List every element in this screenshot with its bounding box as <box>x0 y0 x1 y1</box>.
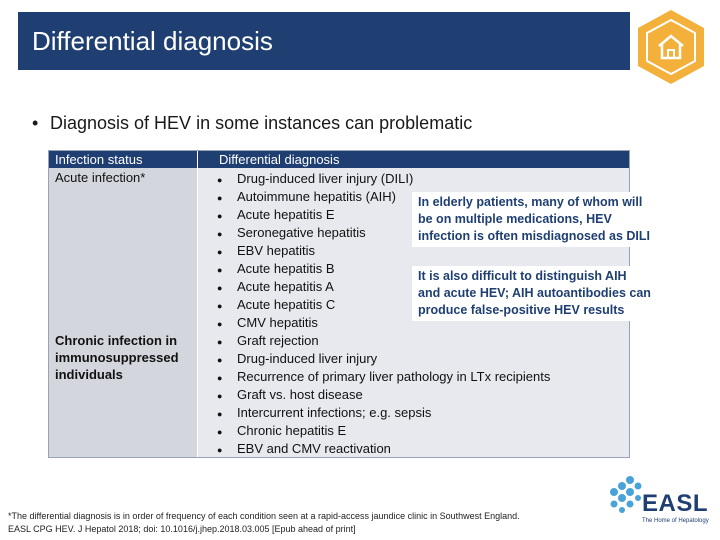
diagnosis-text: Graft rejection <box>237 333 319 348</box>
footnote-line: *The differential diagnosis is in order of frequency of each condition seen at a rapid-access jaundice clinic in Southwest England. <box>8 511 520 521</box>
status-acute: Acute infection* <box>55 170 146 185</box>
bullet-icon: ● <box>217 282 223 293</box>
bullet-icon: ● <box>217 390 223 401</box>
diagnosis-text: Drug-induced liver injury <box>237 351 378 366</box>
bullet-icon: ● <box>217 174 223 185</box>
citation-line: EASL CPG HEV. J Hepatol 2018; doi: 10.1016/j.jhep.2018.03.005 [Epub ahead of print] <box>8 524 356 534</box>
diagnosis-text: Acute hepatitis C <box>237 297 336 312</box>
diagnosis-item <box>217 422 550 440</box>
diagnosis-text: Acute hepatitis A <box>237 279 334 294</box>
diagnosis-text: Intercurrent infections; e.g. sepsis <box>237 405 432 420</box>
bullet-icon: ● <box>217 336 223 347</box>
header-differential-diagnosis: Differential diagnosis <box>219 152 340 167</box>
bullet-icon: ● <box>217 228 223 239</box>
slide-title: Differential diagnosis <box>32 26 273 56</box>
home-button[interactable] <box>636 8 706 86</box>
bullet-icon: ● <box>217 372 223 383</box>
bullet-icon: ● <box>217 426 223 437</box>
bullet-icon: ● <box>217 246 223 257</box>
diagnosis-text: Seronegative hepatitis <box>237 225 366 240</box>
diagnosis-text: Autoimmune hepatitis (AIH) <box>237 189 396 204</box>
logo-tagline: The Home of Hepatology <box>642 518 709 524</box>
bullet-icon: ● <box>217 318 223 329</box>
bullet-icon: ● <box>217 354 223 365</box>
home-icon <box>636 8 706 86</box>
column-divider <box>197 151 198 457</box>
status-chronic: Chronic infection in immunosuppressed individuals <box>55 333 179 382</box>
callout-line: infection is often misdiagnosed as DILI <box>418 229 650 243</box>
easl-logo <box>602 470 712 530</box>
callout-line: produce false-positive HEV results <box>418 303 625 317</box>
bullet-icon: ● <box>217 264 223 275</box>
bullet-icon: ● <box>217 408 223 419</box>
callout-dili <box>412 192 656 247</box>
diagnosis-text: Acute hepatitis B <box>237 261 335 276</box>
diagnosis-text: Recurrence of primary liver pathology in LTx recipients <box>237 369 551 384</box>
diagnosis-text: EBV and CMV reactivation <box>237 441 391 456</box>
diagnosis-text: Graft vs. host disease <box>237 387 363 402</box>
callout-line: In elderly patients, many of whom will <box>418 195 643 209</box>
bullet-icon: ● <box>217 300 223 311</box>
callout-aih <box>412 266 657 321</box>
diagnosis-text: Drug-induced liver injury (DILI) <box>237 171 414 186</box>
diagnosis-item <box>217 368 550 386</box>
diagnosis-item <box>217 404 550 422</box>
callout-line: and acute HEV; AIH autoantibodies can <box>418 286 651 300</box>
diagnosis-text: EBV hepatitis <box>237 243 316 258</box>
bullet-icon: ● <box>217 444 223 455</box>
diagnosis-text: Chronic hepatitis E <box>237 423 347 438</box>
header-infection-status: Infection status <box>55 152 143 167</box>
bullet-icon: ● <box>217 210 223 221</box>
footnote <box>8 510 520 536</box>
bullet-point <box>32 113 472 134</box>
diagnosis-item <box>217 440 550 458</box>
status-column <box>49 168 197 457</box>
diagnosis-text: CMV hepatitis <box>237 315 318 330</box>
diagnosis-item <box>217 350 550 368</box>
diagnosis-item <box>217 170 550 188</box>
callout-line: It is also difficult to distinguish AIH <box>418 269 627 283</box>
logo-wordmark: EASL <box>642 490 709 517</box>
title-bar <box>18 12 630 70</box>
bullet-marker: • <box>32 113 39 133</box>
diagnosis-item <box>217 386 550 404</box>
diagnosis-item <box>217 332 550 350</box>
bullet-icon: ● <box>217 192 223 203</box>
callout-line: be on multiple medications, HEV <box>418 212 612 226</box>
diagnosis-text: Acute hepatitis E <box>237 207 335 222</box>
bullet-text: Diagnosis of HEV in some instances can problematic <box>50 113 473 133</box>
